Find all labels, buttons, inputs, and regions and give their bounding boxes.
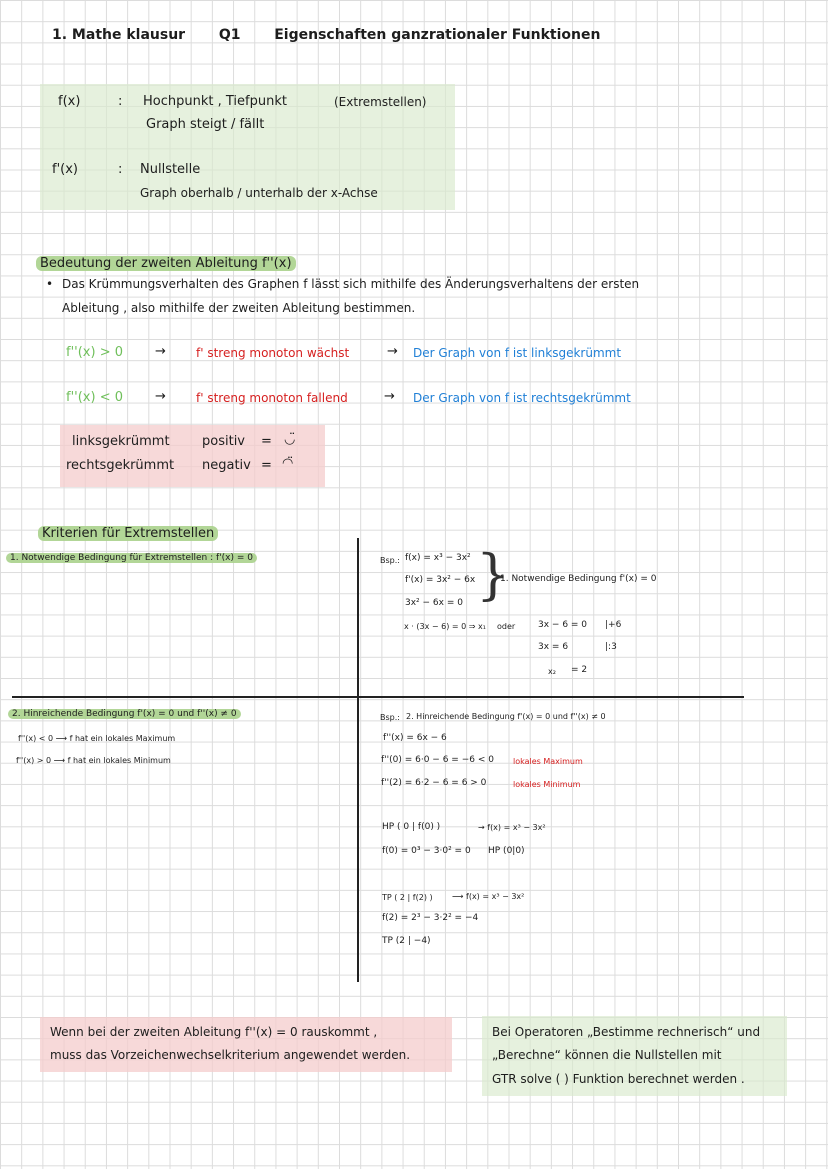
title-topic: Eigenschaften ganzrationaler Funktionen bbox=[274, 27, 601, 43]
fprime-label: f'(x) bbox=[52, 162, 78, 177]
condition2 bbox=[8, 709, 241, 719]
rule1-condition: f''(x) > 0 bbox=[66, 345, 123, 360]
example2-hp2-result: HP (0|0) bbox=[488, 846, 525, 856]
rule1-middle: f' streng monoton wächst bbox=[196, 346, 350, 360]
example2-hp1: HP ( 0 | f(0) ) bbox=[382, 822, 441, 832]
example2-hp1-note: → f(x) = x³ − 3x² bbox=[478, 823, 546, 832]
criteria-heading-text: Kriterien für Extremstellen bbox=[38, 526, 218, 541]
rule-min: f''(x) > 0 ⟶ f hat ein lokales Minimum bbox=[16, 756, 171, 765]
example2-tp1-note: ⟶ f(x) = x³ − 3x² bbox=[452, 892, 525, 901]
brace-icon: } bbox=[476, 543, 511, 606]
second-derivative-heading bbox=[36, 256, 296, 271]
example1-line3: 3x² − 6x = 0 bbox=[405, 598, 463, 608]
sign-change-note-line2: muss das Vorzeichenwechselkriterium angewendet werden. bbox=[50, 1048, 411, 1062]
example1-label: Bsp.: bbox=[380, 556, 400, 565]
example2-tp1: TP ( 2 | f(2) ) bbox=[382, 893, 433, 902]
example2-line3-note: lokales Minimum bbox=[513, 780, 581, 789]
example1-line4: x · (3x − 6) = 0 ⇒ x₁ bbox=[404, 622, 486, 631]
second-derivative-heading-text: Bedeutung der zweiten Ableitung f''(x) bbox=[36, 256, 296, 271]
example1-line2: f'(x) = 3x² − 6x bbox=[405, 575, 476, 585]
rule1-arrow2: → bbox=[387, 344, 398, 359]
title-course: Q1 bbox=[218, 27, 241, 43]
example2-line2-note: lokales Maximum bbox=[513, 757, 583, 766]
explanation-line1: Das Krümmungsverhalten des Graphen f lässt sich mithilfe des Änderungsverhaltens der ersten bbox=[62, 277, 640, 291]
example1-alt2-op: |:3 bbox=[605, 642, 617, 652]
f-line2: Graph steigt / fällt bbox=[146, 117, 265, 132]
example2-label: Bsp.: bbox=[380, 713, 400, 722]
rule-max: f''(x) < 0 ⟶ f hat ein lokales Maximum bbox=[18, 734, 176, 743]
condition2-text: 2. Hinreichende Bedingung f'(x) = 0 und f''(x) ≠ 0 bbox=[8, 709, 241, 719]
page-title bbox=[52, 27, 600, 43]
explanation-line2: Ableitung , also mithilfe der zweiten Ableitung bestimmen. bbox=[62, 301, 416, 315]
rule2-arrow2: → bbox=[384, 389, 395, 404]
curvature-row2-eq: = bbox=[261, 458, 272, 473]
rule1-result: Der Graph von f ist linksgekrümmt bbox=[413, 346, 622, 360]
example2-tp3: TP (2 | −4) bbox=[382, 936, 431, 946]
example1-alt3-label: x₂ bbox=[548, 667, 556, 676]
fprime-line2: Graph oberhalb / unterhalb der x-Achse bbox=[140, 186, 378, 200]
f-label: f(x) bbox=[58, 94, 81, 109]
example1-oder: oder bbox=[497, 622, 516, 631]
horizontal-divider bbox=[12, 696, 744, 698]
condition1-text: 1. Notwendige Bedingung für Extremstellen : f'(x) = 0 bbox=[6, 553, 257, 563]
sign-change-note-line1: Wenn bei der zweiten Ableitung f''(x) = 0 rauskommt , bbox=[50, 1025, 378, 1039]
example1-alt1-op: |+6 bbox=[605, 620, 622, 630]
example2-line2: f''(0) = 6·0 − 6 = −6 < 0 bbox=[381, 755, 494, 765]
example2-tp2: f(2) = 2³ − 3·2² = −4 bbox=[382, 913, 479, 923]
rule2-arrow1: → bbox=[155, 389, 166, 404]
example1-brace-note: 1. Notwendige Bedingung f'(x) = 0 bbox=[500, 574, 657, 584]
example1-alt3: = 2 bbox=[571, 665, 588, 675]
f-note: (Extremstellen) bbox=[334, 95, 427, 109]
example1-alt1: 3x − 6 = 0 bbox=[538, 620, 588, 630]
f-colon: : bbox=[118, 94, 123, 109]
curvature-row1-term: linksgekrümmt bbox=[72, 434, 170, 449]
bullet: • bbox=[46, 277, 54, 291]
rule2-middle: f' streng monoton fallend bbox=[196, 391, 348, 405]
example1-alt2: 3x = 6 bbox=[538, 642, 569, 652]
example2-line3: f''(2) = 6·2 − 6 = 6 > 0 bbox=[381, 778, 487, 788]
gtr-tip-line3: GTR solve ( ) Funktion berechnet werden . bbox=[492, 1072, 745, 1086]
rule2-result: Der Graph von f ist rechtsgekrümmt bbox=[413, 391, 631, 405]
rule1-arrow1: → bbox=[155, 344, 166, 359]
frown-icon: ◠̈ bbox=[282, 456, 294, 471]
example2-hp2: f(0) = 0³ − 3·0² = 0 bbox=[382, 846, 471, 856]
f-line1: Hochpunkt , Tiefpunkt bbox=[143, 94, 287, 109]
fprime-colon: : bbox=[118, 162, 123, 177]
condition1 bbox=[6, 553, 257, 563]
example2-line1: f''(x) = 6x − 6 bbox=[383, 733, 447, 743]
curvature-row2-term: rechtsgekrümmt bbox=[66, 458, 175, 473]
example1-line1: f(x) = x³ − 3x² bbox=[405, 553, 471, 563]
curvature-row1-eq: = bbox=[261, 434, 272, 449]
gtr-tip-line1: Bei Operatoren „Bestimme rechnerisch“ und bbox=[492, 1025, 761, 1039]
criteria-heading bbox=[38, 526, 218, 541]
vertical-divider bbox=[357, 538, 359, 982]
title-exam: 1. Mathe klausur bbox=[52, 27, 186, 43]
smile-icon: ◡̈ bbox=[284, 432, 296, 447]
rule2-condition: f''(x) < 0 bbox=[66, 390, 123, 405]
fprime-line1: Nullstelle bbox=[140, 162, 201, 177]
curvature-row2-sign: negativ bbox=[202, 458, 251, 473]
curvature-row1-sign: positiv bbox=[202, 434, 245, 449]
example2-heading: 2. Hinreichende Bedingung f'(x) = 0 und f''(x) ≠ 0 bbox=[406, 712, 606, 721]
gtr-tip-line2: „Berechne“ können die Nullstellen mit bbox=[492, 1048, 722, 1062]
